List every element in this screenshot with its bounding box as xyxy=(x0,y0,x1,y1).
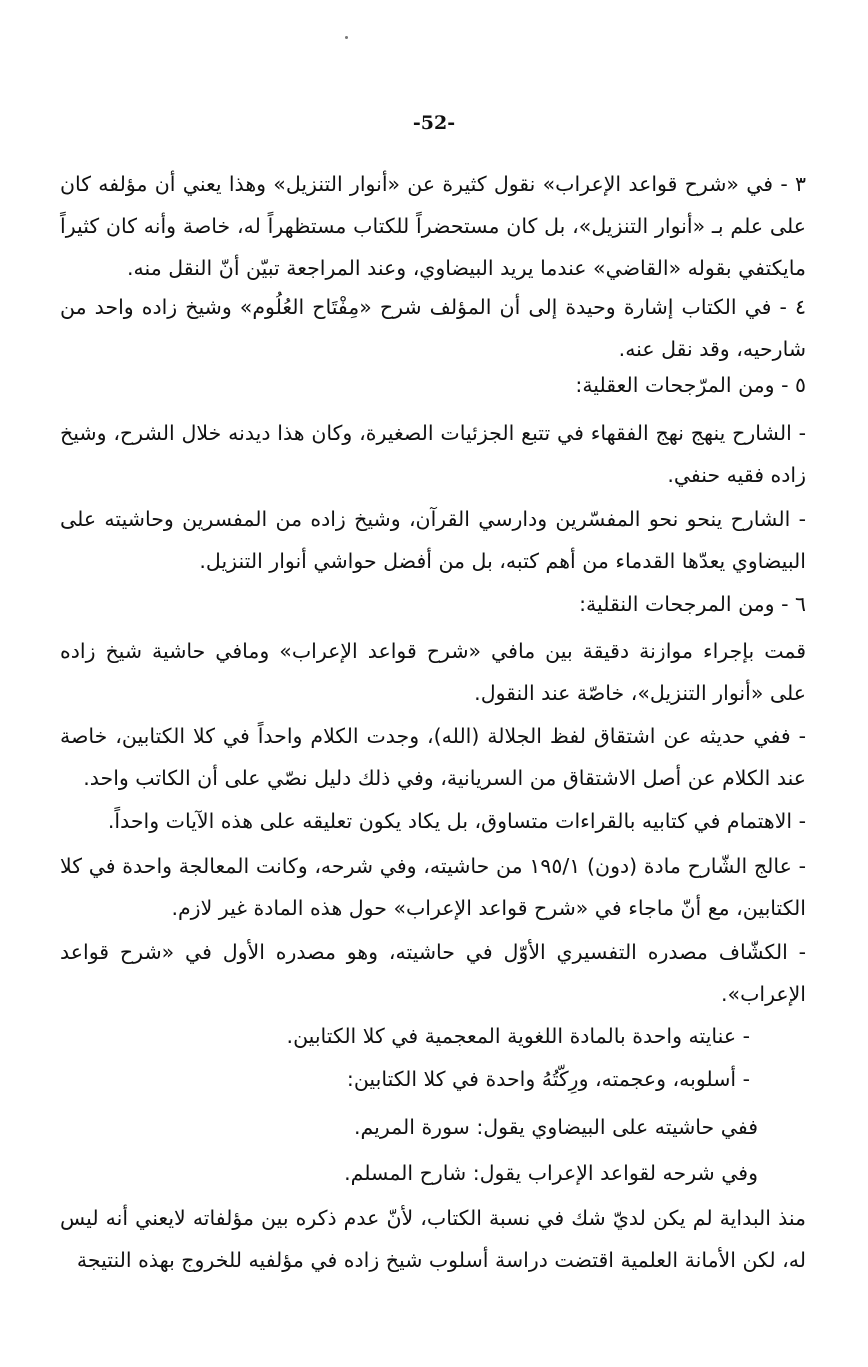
paragraph-root-dun: - عالج الشّارح مادة (دون) ١٩٥/١ من حاشيته، وفي شرحه، وكانت المعالجة واحدة في كلا الكتابين، مع أنّ ماجاء في «شرح قواعد الإعراب» حول هذه المادة غير لازم. xyxy=(60,854,806,920)
paragraph-rational-heading: ٥ - ومن المرّجحات العقلية: xyxy=(575,373,806,397)
paragraph-example-sharh: وفي شرحه لقواعد الإعراب يقول: شارح المسلم. xyxy=(344,1161,758,1185)
page-number: -52- xyxy=(412,112,456,134)
paragraph-comparison-intro: قمت بإجراء موازنة دقيقة بين مافي «شرح قواعد الإعراب» ومافي حاشية شيخ زاده على «أنوار التنزيل»، خاصّة عند النقول. xyxy=(60,639,806,705)
paragraph-jurist-approach: - الشارح ينهج نهج الفقهاء في تتبع الجزئيات الصغيرة، وكان هذا ديدنه خلال الشرح، وشيخ زاده فقيه حنفي. xyxy=(60,421,806,487)
paragraph-derivation-allah: - ففي حديثه عن اشتقاق لفظ الجلالة (الله)، وجدت الكلام واحداً في كلا الكتابين، خاصة عند الكلام عن أصل الاشتقاق من السريانية، وفي ذلك دليل نصّي على أن الكاتب واحد. xyxy=(60,724,806,790)
paragraph-item-4: ٤ - في الكتاب إشارة وحيدة إلى أن المؤلف شرح «مِفْتَاح العُلُوم» وشيخ زاده واحد من شارحيه، وقد نقل عنه. xyxy=(60,295,806,361)
paragraph-lexical-care: - عنايته واحدة بالمادة اللغوية المعجمية في كلا الكتابين. xyxy=(286,1024,750,1048)
paragraph-textual-heading: ٦ - ومن المرجحات النقلية: xyxy=(579,592,806,616)
paragraph-example-hashiya: ففي حاشيته على البيضاوي يقول: سورة المريم. xyxy=(353,1115,758,1139)
paragraph-conclusion: منذ البداية لم يكن لديّ شك في نسبة الكتاب، لأنّ عدم ذكره بين مؤلفاته لايعني أنه ليس له، لكن الأمانة العلمية اقتضت دراسة أسلوب شيخ زاده في مؤلفيه للخروج بهذه النتيجة xyxy=(60,1206,806,1272)
paragraph-exegete-approach: - الشارح ينحو نحو المفسّرين ودارسي القرآن، وشيخ زاده من المفسرين وحاشيته على البيضاوي يعدّها القدماء من أهم كتبه، بل من أفضل حواشي أنوار التنزيل. xyxy=(60,507,806,573)
paragraph-item-3: ٣ - في «شرح قواعد الإعراب» نقول كثيرة عن «أنوار التنزيل» وهذا يعني أن مؤلفه كان على علم بـ «أنوار التنزيل»، بل كان مستحضراً للكتاب مستظهراً له، خاصة وأنه كان كثيراً مايكتفي بقوله «القاضي» عندما يريد البيضاوي، وعند المراجعة تبيّن أنّ النقل منه. xyxy=(60,172,806,280)
paragraph-kashshaf: - الكشّاف مصدره التفسيري الأوّل في حاشيته، وهو مصدره الأول في «شرح قواعد الإعراب». xyxy=(60,940,806,1006)
paragraph-readings: - الاهتمام في كتابيه بالقراءات متساوق، بل يكاد يكون تعليقه على هذه الآيات واحداً. xyxy=(107,809,806,833)
scan-speck xyxy=(345,36,348,39)
paragraph-style: - أسلوبه، وعجمته، ورِكّتُهُ واحدة في كلا الكتابين: xyxy=(346,1067,750,1091)
